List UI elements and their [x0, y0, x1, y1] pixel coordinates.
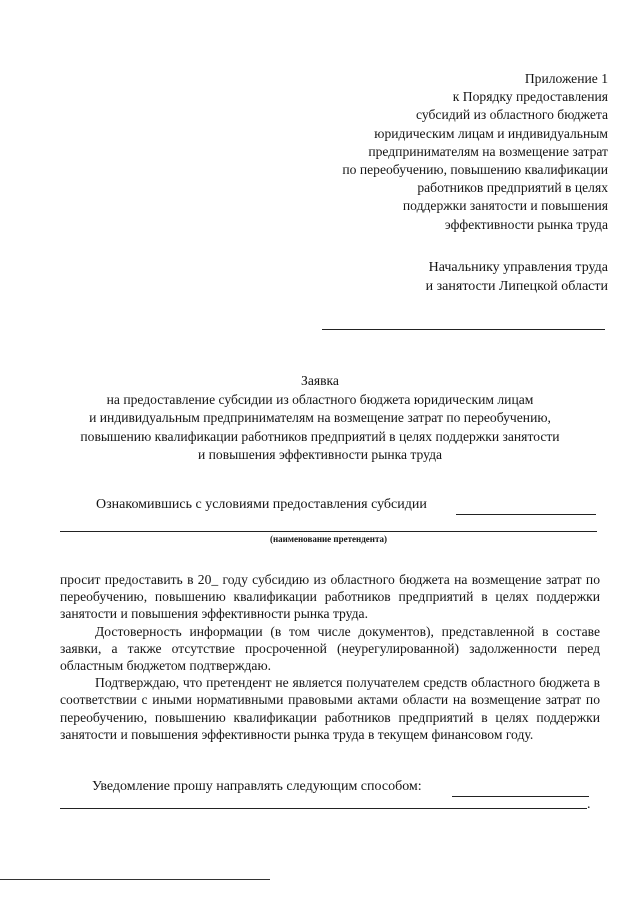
paragraph-reliability: Достоверность информации (в том числе документов), представленной в составе заявки, а также отсутствие просроченной (неурегулированной) задолженности перед областным бюджетом подтверждаю. — [60, 623, 600, 674]
notification-blank-line — [452, 796, 589, 797]
applicant-blank-line — [456, 514, 596, 515]
appendix-line: к Порядку предоставления — [452, 89, 608, 105]
title-line: на предоставление субсидии из областного бюджета юридическим лицам — [106, 391, 534, 407]
addressee-line: Начальнику управления труда — [428, 260, 608, 275]
notification-method-line — [60, 808, 587, 809]
notification-text: Уведомление прошу направлять следующим способом: — [92, 779, 422, 794]
appendix-line: предпринимателям на возмещение затрат — [368, 143, 608, 159]
application-title — [40, 372, 600, 465]
appendix-line: Приложение 1 — [524, 71, 608, 86]
addressee-block — [426, 258, 608, 296]
appendix-line: юридическим лицам и индивидуальным — [374, 125, 608, 141]
footnote-separator — [0, 879, 270, 880]
appendix-line: по переобучению, повышению квалификации — [342, 162, 608, 178]
title-heading: Заявка — [301, 373, 339, 388]
appendix-line: субсидий из областного бюджета — [416, 107, 608, 123]
title-line: повышению квалификации работников предприятий в целях поддержки занятости — [80, 428, 560, 444]
appendix-line: работников предприятий в целях — [417, 180, 608, 196]
acquaint-text: Ознакомившись с условиями предоставления субсидии — [96, 497, 427, 512]
applicant-name-line — [60, 531, 597, 532]
title-line: и повышения эффективности рынка труда — [197, 447, 443, 462]
appendix-block — [342, 70, 608, 234]
appendix-line: поддержки занятости и повышения — [402, 198, 608, 214]
applicant-caption: (наименование претендента) — [270, 534, 387, 544]
addressee-line: и занятости Липецкой области — [425, 279, 608, 294]
paragraph-request: просит предоставить в 20_ году субсидию из областного бюджета на возмещение затрат по переобучению, повышению квалификации работников предприятий в целях поддержки занятости и повышения эффективности рынка труда. — [60, 572, 600, 622]
addressee-signature-line — [322, 329, 605, 330]
paragraph-confirmation: Подтверждаю, что претендент не является получателем средств областного бюджета в соответствии с иными нормативными правовыми актами области на возмещение затрат по переобучению, повышению квалификации работников предприятий в целях поддержки занятости и повышения эффективности рынка труда в текущем финансовом году. — [60, 675, 600, 742]
appendix-line: эффективности рынка труда — [444, 216, 608, 232]
title-line: и индивидуальным предпринимателям на возмещение затрат по переобучению, — [89, 410, 551, 425]
body-text — [60, 571, 600, 743]
end-mark: . — [587, 797, 591, 812]
